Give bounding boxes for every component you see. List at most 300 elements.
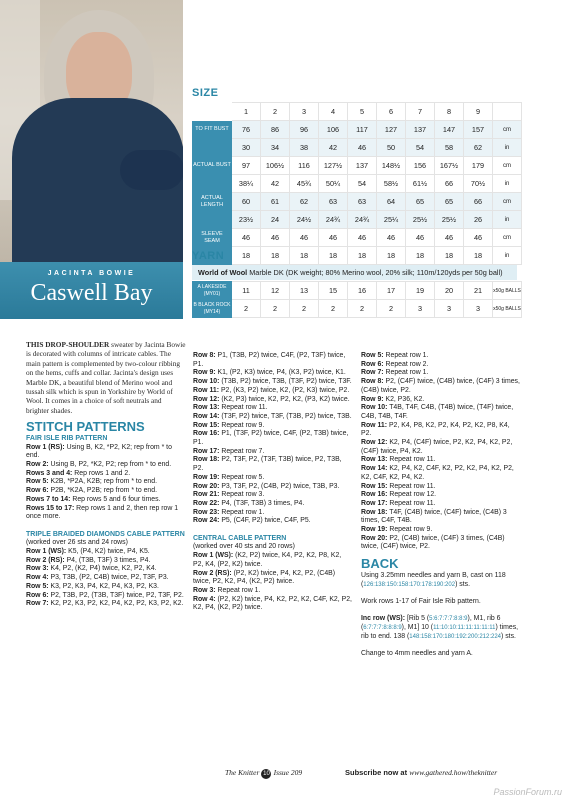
pattern-row — [361, 422, 521, 439]
row-instruction: P2, T3F, P2, (T3F, T3B) twice, P2, T3B, P2. — [193, 456, 342, 473]
size-value: 96 — [290, 121, 319, 139]
size-value: 46 — [348, 229, 377, 247]
size-number: 7 — [406, 103, 435, 121]
pattern-row — [361, 361, 521, 370]
size-number: 3 — [290, 103, 319, 121]
row-label: Row 18: — [193, 456, 220, 464]
pattern-title: Caswell Bay — [30, 280, 153, 306]
size-value: 97 — [232, 157, 261, 175]
size-value: 65 — [406, 193, 435, 211]
row-instruction: K2, P4, K2, C4F, K2, P2, K2, P4, K2, P2, K2, C4F, K2, P4, K2. — [361, 465, 514, 481]
row-label: Rows 15 to 17: — [26, 504, 75, 512]
pattern-row — [26, 600, 186, 609]
size-value: 167½ — [435, 157, 464, 175]
size-row-label: TO FIT BUST — [193, 121, 232, 139]
yarn-value: 2 — [348, 300, 377, 318]
size-unit: cm — [493, 121, 522, 139]
designer-name: JACINTA BOWIE — [47, 270, 136, 277]
row-label: Row 16: — [361, 491, 388, 499]
size-value: 64 — [377, 193, 406, 211]
central-note: (worked over 40 sts and 20 rows) — [193, 543, 295, 551]
size-value: 25¼ — [377, 211, 406, 229]
size-value: 147 — [435, 121, 464, 139]
column-3 — [361, 352, 521, 659]
size-value: 116 — [290, 157, 319, 175]
size-value: 26 — [464, 211, 493, 229]
size-value: 46 — [232, 229, 261, 247]
pattern-row — [193, 422, 353, 431]
yarn-row-label: B BLACK ROCK (MY14) — [193, 300, 232, 318]
size-row — [193, 121, 522, 139]
size-value: 156 — [406, 157, 435, 175]
pattern-row — [193, 378, 353, 387]
row-label: Row 3: — [26, 565, 49, 573]
size-value: 179 — [464, 157, 493, 175]
size-row — [193, 211, 522, 229]
size-value: 58 — [435, 139, 464, 157]
yarn-row — [193, 282, 522, 300]
yarn-table — [192, 281, 522, 318]
row-instruction: Repeat row 9. — [219, 421, 265, 429]
yarn-value: 19 — [406, 282, 435, 300]
size-value: 117 — [348, 121, 377, 139]
size-value: 46 — [406, 229, 435, 247]
intro-text — [26, 340, 186, 415]
yarn-value: 3 — [435, 300, 464, 318]
row-label: Row 20: — [193, 482, 220, 490]
row-instruction: Repeat row 1. — [383, 352, 429, 359]
row-instruction: (T3B, P2) twice, T3B, (T3F, P2) twice, T3F. — [219, 378, 352, 386]
row-label: Row 11: — [361, 421, 388, 429]
row-instruction: Repeat row 11. — [387, 456, 436, 464]
yarn-unit: x50g BALLS — [493, 282, 522, 300]
row-instruction: Repeat row 1. — [215, 586, 261, 594]
size-number: 5 — [348, 103, 377, 121]
row-instruction: P2, (C4B) twice, (C4F) 3 times, (C4B) twice, (C4F) twice, P2. — [361, 534, 505, 551]
size-value: 38¼ — [232, 175, 261, 193]
row-label: Row 13: — [193, 404, 220, 412]
row-label: Row 15: — [193, 421, 220, 429]
subscribe-text: Subscribe now at — [345, 768, 408, 777]
row-label: Row 15: — [361, 482, 388, 490]
row-instruction: P2, (C4F) twice, (C4B) twice, (C4F) 3 times, (C4B) twice, P2. — [361, 378, 520, 394]
pattern-row — [361, 439, 521, 456]
size-row-label — [193, 211, 232, 229]
pattern-row — [361, 535, 521, 552]
size-value: 18 — [435, 247, 464, 265]
yarn-value: 12 — [261, 282, 290, 300]
yarn-value: 2 — [261, 300, 290, 318]
yarn-value: 15 — [319, 282, 348, 300]
size-value: 38 — [290, 139, 319, 157]
size-value: 18 — [232, 247, 261, 265]
size-value: 25½ — [406, 211, 435, 229]
row-instruction: P3, T3B, (P2, C4B) twice, P2, T3F, P3. — [48, 574, 169, 582]
size-value: 76 — [232, 121, 261, 139]
pattern-row — [193, 387, 353, 396]
pattern-row — [193, 430, 353, 447]
central-rows-cont — [361, 352, 521, 552]
pattern-row — [361, 396, 521, 405]
back-work-rows: Work rows 1-17 of Fair Isle Rib pattern. — [361, 597, 481, 605]
column-2 — [193, 352, 353, 613]
row-instruction: P1, (T3B, P2) twice, C4F, (P2, T3F) twice, P1. — [193, 352, 346, 368]
row-instruction: K2B, *P2A, K2B; rep from * to end. — [48, 478, 157, 486]
yarn-description — [192, 265, 517, 280]
row-label: Row 9: — [193, 369, 216, 377]
footer-issue: Issue 209 — [273, 768, 303, 777]
size-unit: in — [493, 175, 522, 193]
size-value: 50 — [377, 139, 406, 157]
pattern-row — [26, 444, 186, 461]
size-value: 42 — [319, 139, 348, 157]
size-value: 42 — [261, 175, 290, 193]
row-label: Row 16: — [193, 430, 220, 438]
size-unit: in — [493, 139, 522, 157]
pattern-row — [193, 448, 353, 457]
size-row — [193, 139, 522, 157]
size-number: 4 — [319, 103, 348, 121]
footer-magazine — [225, 768, 302, 779]
size-value: 54 — [406, 139, 435, 157]
intro-body: sweater by Jacinta Bowie is decorated with columns of intricate cables. The main pattern is complemented by two-colour ribbing on the hems, cuffs and collar. Jacinta's design uses Marble DK, a beautiful blend of Merino wool and tussah silk which is spun in Yorkshire by World of Wool. It comes in a choice of soft neutrals and brighter shades. — [26, 340, 186, 415]
size-number: 9 — [464, 103, 493, 121]
row-instruction: T4B, T4F, C4B, (T4B) twice, (T4F) twice, C4B, T4B, T4F. — [361, 404, 514, 420]
row-label: Row 17: — [193, 447, 220, 455]
row-instruction: Repeat row 12. — [387, 491, 437, 499]
size-value: 65 — [435, 193, 464, 211]
pattern-row — [26, 487, 186, 496]
pattern-row — [193, 369, 353, 378]
pattern-row — [26, 574, 186, 583]
size-value: 18 — [290, 247, 319, 265]
size-value: 24½ — [290, 211, 319, 229]
size-table — [192, 102, 522, 265]
title-band — [0, 262, 183, 319]
row-instruction: K5, (P4, K2) twice, P4, K5. — [66, 548, 150, 556]
footer-subscribe — [345, 768, 497, 777]
yarn-value: 11 — [232, 282, 261, 300]
row-instruction: (K2, P3) twice, K2, P2, K2, (P3, K2) twice. — [219, 395, 350, 403]
pattern-row — [193, 500, 353, 509]
size-number: 1 — [232, 103, 261, 121]
size-row — [193, 229, 522, 247]
row-label: Row 19: — [361, 526, 388, 534]
yarn-value: 2 — [290, 300, 319, 318]
yarn-value: 13 — [290, 282, 319, 300]
pattern-row — [193, 491, 353, 500]
pattern-row — [361, 456, 521, 465]
size-value: 54 — [348, 175, 377, 193]
yarn-value: 2 — [319, 300, 348, 318]
row-instruction: Repeat row 11. — [387, 482, 436, 490]
size-value: 148½ — [377, 157, 406, 175]
row-label: Row 12: — [193, 395, 220, 403]
size-value: 157 — [464, 121, 493, 139]
footer-mag-name: The Knitter — [225, 768, 260, 777]
row-instruction: Repeat row 3. — [219, 491, 265, 499]
row-instruction: P4, (T3F, T3B) 3 times, P4. — [219, 499, 305, 507]
size-value: 46 — [319, 229, 348, 247]
size-value: 66 — [464, 193, 493, 211]
row-label: Row 5: — [26, 478, 49, 486]
size-value: 62 — [290, 193, 319, 211]
watermark: PassionForum.ru — [493, 787, 562, 797]
row-label: Row 7: — [361, 369, 384, 377]
row-instruction: Repeat row 9. — [387, 526, 433, 534]
size-value: 50¼ — [319, 175, 348, 193]
yarn-heading: YARN — [192, 250, 225, 262]
size-value: 106½ — [261, 157, 290, 175]
size-unit: in — [493, 247, 522, 265]
pattern-row — [26, 496, 186, 505]
size-value: 23½ — [232, 211, 261, 229]
size-value: 137 — [406, 121, 435, 139]
size-value: 66 — [435, 175, 464, 193]
pattern-row — [193, 404, 353, 413]
pattern-row — [361, 404, 521, 421]
size-value: 70½ — [464, 175, 493, 193]
row-instruction: P4, (T3B, T3F) 3 times, P4. — [64, 556, 151, 564]
row-label: Row 24: — [193, 517, 220, 525]
row-label: Rows 7 to 14: — [26, 495, 71, 503]
size-value: 45¾ — [290, 175, 319, 193]
pattern-row — [26, 548, 186, 557]
row-instruction: K2, P2, K3, P2, K2, P4, K2, P2, K3, P2, K2. — [48, 600, 184, 608]
row-instruction: (P2, K2) twice, P4, K2, P2, K2, C4F, K2, P2, K2, P4, (K2, P2) twice. — [193, 595, 352, 612]
pattern-row — [361, 483, 521, 492]
row-label: Row 6: — [361, 360, 384, 368]
row-label: Row 1 (RS): — [26, 443, 65, 451]
pattern-row — [26, 565, 186, 574]
pattern-row — [193, 517, 353, 526]
pattern-row — [26, 505, 186, 522]
pattern-row — [361, 369, 521, 378]
row-instruction: Repeat row 11. — [387, 499, 436, 507]
row-label: Row 11: — [193, 386, 220, 394]
row-label: Row 9: — [361, 395, 384, 403]
row-label: Row 14: — [361, 465, 388, 473]
model-arm — [120, 150, 183, 190]
pattern-row — [193, 483, 353, 492]
pattern-row — [26, 478, 186, 487]
pattern-row — [361, 500, 521, 509]
pattern-row — [26, 557, 186, 566]
row-instruction: (T3F, P2) twice, T3F, (T3B, P2) twice, T3B. — [219, 412, 352, 420]
size-value: 25½ — [435, 211, 464, 229]
size-value: 24¾ — [348, 211, 377, 229]
size-row-label: SLEEVE SEAM — [193, 229, 232, 247]
row-instruction: T4F, (C4B) twice, (C4F) twice, (C4B) 3 times, C4F, T4B. — [361, 508, 507, 525]
row-instruction: P5, (C4F, P2) twice, C4F, P5. — [219, 517, 311, 525]
size-value: 46 — [377, 229, 406, 247]
row-instruction: K4, P2, (K2, P4) twice, K2, P2, K4. — [48, 565, 157, 573]
size-value: 24 — [261, 211, 290, 229]
column-1 — [26, 340, 186, 609]
size-value: 34 — [261, 139, 290, 157]
row-label: Row 1 (WS): — [193, 552, 234, 560]
central-rows — [193, 552, 353, 613]
pattern-row — [193, 596, 353, 613]
stitch-patterns-heading: STITCH PATTERNS — [26, 419, 145, 435]
size-unit: in — [493, 211, 522, 229]
size-row-label — [193, 139, 232, 157]
row-instruction: Repeat row 1. — [219, 508, 265, 516]
row-label: Row 14: — [193, 412, 220, 420]
row-instruction: P2, T3B, P2, (T3B, T3F) twice, P2, T3F, P2. — [48, 591, 184, 599]
size-value: 62 — [464, 139, 493, 157]
pattern-row — [361, 378, 521, 395]
row-instruction: P2, K4, P8, K2, P2, K4, P2, K2, P8, K4, P2. — [361, 421, 510, 438]
pattern-row — [361, 526, 521, 535]
yarn-value: 2 — [377, 300, 406, 318]
row-instruction: P1, (T3F, P2) twice, C4F, (P2, T3B) twice, P1. — [193, 430, 349, 447]
triple-cable-heading: TRIPLE BRAIDED DIAMONDS CABLE PATTERN — [26, 530, 185, 538]
size-value: 46 — [435, 229, 464, 247]
row-label: Row 8: — [193, 352, 216, 359]
size-number: 8 — [435, 103, 464, 121]
size-value: 61½ — [406, 175, 435, 193]
model-photo — [0, 0, 183, 262]
size-unit: cm — [493, 157, 522, 175]
row-label: Row 10: — [361, 404, 388, 412]
yarn-unit: x50g BALLS — [493, 300, 522, 318]
size-row-label: ACTUAL LENGTH — [193, 193, 232, 211]
size-number: 2 — [261, 103, 290, 121]
row-instruction: Rep rows 1 and 2. — [72, 469, 131, 477]
pattern-row — [361, 509, 521, 526]
pattern-row — [26, 470, 186, 479]
yarn-brand: World of Wool — [198, 268, 248, 277]
yarn-desc-text: Marble DK (DK weight; 80% Merino wool, 20% silk; 110m/120yds per 50g ball) — [249, 268, 503, 277]
fair-isle-heading: FAIR ISLE RIB PATTERN — [26, 434, 108, 442]
size-value: 18 — [464, 247, 493, 265]
size-value: 18 — [319, 247, 348, 265]
size-unit: cm — [493, 229, 522, 247]
fair-isle-rows — [26, 444, 186, 522]
row-label: Row 22: — [193, 499, 220, 507]
row-label: Row 4: — [193, 595, 216, 603]
row-instruction: K2, P4, (C4F) twice, P2, K2, P4, K2, P2, (C4F) twice, P4, K2. — [361, 439, 513, 455]
row-label: Rows 3 and 4: — [26, 469, 73, 477]
pattern-row — [26, 583, 186, 592]
row-instruction: (K2, P2) twice, K4, P2, K2, P8, K2, P2, K4, (P2, K2) twice. — [193, 552, 342, 568]
size-value: 127½ — [319, 157, 348, 175]
size-row-label — [193, 175, 232, 193]
row-label: Row 5: — [26, 582, 49, 590]
pattern-row — [193, 587, 353, 596]
back-change-needles: Change to 4mm needles and yarn A. — [361, 650, 473, 658]
row-label: Row 10: — [193, 378, 220, 386]
size-value: 63 — [348, 193, 377, 211]
row-label: Row 18: — [361, 508, 388, 516]
size-value: 18 — [377, 247, 406, 265]
size-value: 46 — [290, 229, 319, 247]
row-label: Row 3: — [193, 586, 216, 594]
yarn-value: 2 — [232, 300, 261, 318]
size-value: 18 — [406, 247, 435, 265]
row-instruction: P2B, *K2A, P2B; rep from * to end. — [48, 487, 157, 495]
yarn-row-label: A LAKESIDE (MY01) — [193, 282, 232, 300]
row-instruction: Rep rows 5 and 6 four times. — [70, 495, 161, 503]
pattern-row — [361, 491, 521, 500]
size-value: 86 — [261, 121, 290, 139]
pattern-row — [26, 592, 186, 601]
row-label: Row 2 (RS): — [26, 556, 65, 564]
row-label: Row 6: — [26, 487, 49, 495]
row-label: Row 20: — [361, 534, 388, 542]
row-label: Row 17: — [361, 499, 388, 507]
size-row — [193, 193, 522, 211]
size-value: 106 — [319, 121, 348, 139]
size-header-blank — [193, 103, 232, 121]
size-value: 18 — [261, 247, 290, 265]
back-heading: BACK — [361, 556, 399, 572]
row-label: Row 1 (WS): — [26, 548, 67, 556]
back-inc-row: Inc row (WS): [Rib 5 (5:6:7:7:7:8:8:9), M1, rib 6 (6:7:7:7:8:8:8:9), M1] 10 (11:10:10:11:11:11:11:11) times, rib to end. 138 (148:158:170:180:192:200:212:224) sts. — [361, 615, 519, 640]
row-instruction: Using B, K2, *P2, K2; rep from * to end. — [26, 443, 172, 460]
size-unit: cm — [493, 193, 522, 211]
pattern-row — [361, 352, 521, 361]
yarn-value: 20 — [435, 282, 464, 300]
size-row — [193, 247, 522, 265]
pattern-row — [193, 509, 353, 518]
yarn-value: 3 — [406, 300, 435, 318]
row-label: Row 8: — [361, 378, 384, 386]
triple-note: (worked over 26 sts and 24 rows) — [26, 539, 128, 547]
size-value: 137 — [348, 157, 377, 175]
pattern-row — [193, 413, 353, 422]
pattern-row — [26, 461, 186, 470]
row-label: Row 5: — [361, 352, 384, 359]
size-value: 18 — [348, 247, 377, 265]
row-instruction: Repeat row 2. — [383, 360, 429, 368]
size-value: 46 — [348, 139, 377, 157]
row-label: Row 23: — [193, 508, 220, 516]
row-label: Row 21: — [193, 491, 220, 499]
size-row-label: ACTUAL BUST — [193, 157, 232, 175]
row-instruction: Repeat row 1. — [383, 369, 429, 377]
row-label: Row 13: — [361, 456, 388, 464]
row-label: Row 2: — [26, 461, 49, 469]
pattern-row — [193, 352, 353, 369]
size-value: 46 — [261, 229, 290, 247]
pattern-row — [193, 474, 353, 483]
size-value: 46 — [464, 229, 493, 247]
size-value: 63 — [319, 193, 348, 211]
back-cast-on: Using 3.25mm needles and yarn B, cast on 118 (126:138:150:158:170:178:190:202) sts. — [361, 571, 506, 588]
row-instruction: (P2, K2) twice, P4, K2, P2, (C4B) twice, P2, K2, P4, (K2, P2) twice. — [193, 569, 336, 586]
intro-lead: THIS DROP-SHOULDER — [26, 340, 110, 349]
yarn-value: 21 — [464, 282, 493, 300]
yarn-value: 17 — [377, 282, 406, 300]
row-instruction: P2, (K3, P2) twice, K2, (P2, K3) twice, P2. — [219, 386, 350, 394]
size-value: 61 — [261, 193, 290, 211]
row-instruction: Repeat row 11. — [219, 404, 268, 412]
triple-rows-cont — [193, 352, 353, 526]
subscribe-link[interactable]: www.gathered.how/theknitter — [409, 768, 498, 777]
row-instruction: Rep rows 1 and 2, then rep row 1 once more. — [26, 504, 179, 521]
size-value: 127 — [377, 121, 406, 139]
row-label: Row 4: — [26, 574, 49, 582]
pattern-row — [193, 396, 353, 405]
size-value: 60 — [232, 193, 261, 211]
row-instruction: Repeat row 7. — [219, 447, 265, 455]
central-cable-heading: CENTRAL CABLE PATTERN — [193, 534, 287, 542]
yarn-value: 3 — [464, 300, 493, 318]
size-value: 30 — [232, 139, 261, 157]
size-value: 58½ — [377, 175, 406, 193]
